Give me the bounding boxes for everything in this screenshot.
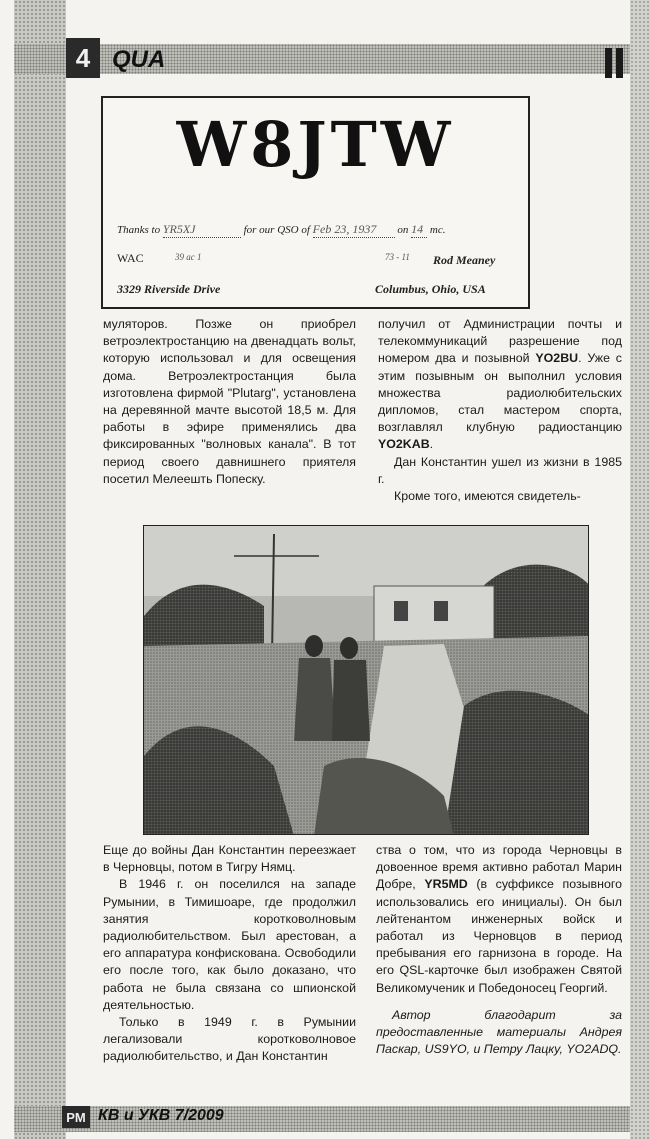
left-margin-rail xyxy=(14,0,66,1139)
photo-illustration xyxy=(144,526,589,835)
article-paragraph: В 1946 г. он поселился на западе Румынии, в Тимишоаре, где продолжил занятия коротковолновым радиолюбительством. Был арестован, а его аппаратура конфискована. Освободили его после того, как было доказано, что работа не была связана со шпионской деятельностью. xyxy=(103,877,356,1012)
acknowledgement-note: Автор благодарит за предоставленные материалы Андрея Паскар, US9YO, и Петру Лацку, YO2ADQ. xyxy=(376,1007,622,1057)
qsl-card-image xyxy=(101,96,530,309)
page-number: 4 xyxy=(66,38,100,78)
callsign-yo2kab: YO2KAB xyxy=(378,437,430,452)
article-paragraph: ства о том, что из города Черновцы в довоенное время активно работал Марин Добре, YR5MD (в суффиксе позывного использовались его инициалы). Он был лейтенантом инженерных войск и работал из Черновцов в период пребывания его гарнизона в городе. На его QSL-карточке был изображен Святой Великомученик и Победоносец Георгий. xyxy=(376,843,622,995)
qsl-callsign: W8JTW xyxy=(176,108,455,181)
qsl-wac-label: WAC xyxy=(117,251,144,265)
article-paragraph: Только в 1949 г. в Румынии легализовали коротковолновое радиолюбительство, и Дан Константин xyxy=(103,1015,356,1064)
article-column-4 xyxy=(376,842,622,1058)
qsl-operator-name: Rod Meaney xyxy=(433,253,496,267)
magazine-issue-title: КВ и УКВ 7/2009 xyxy=(98,1107,224,1124)
qsl-thanks-station: YR5XJ xyxy=(163,222,241,238)
qsl-city: Columbus, Ohio, USA xyxy=(375,282,486,296)
historical-photo xyxy=(143,525,589,835)
article-paragraph: получил от Администрации почты и телекоммуникаций разрешение под номером два и позывной YO2BU. Уже с этим позывным он выполнил условия множества радиолюбительских дипломов, стал мастером спорта, возглавлял клубную радиостанцию YO2KAB. xyxy=(378,317,622,452)
magazine-logo: PM xyxy=(62,1106,90,1128)
article-column-3 xyxy=(103,842,356,1066)
callsign-yo2bu: YO2BU xyxy=(535,351,579,366)
article-column-1 xyxy=(103,316,356,488)
qsl-band: 14 xyxy=(411,222,427,238)
header-bars-ornament xyxy=(605,48,627,83)
qsl-date: Feb 23, 1937 xyxy=(313,222,395,238)
qsl-on: on xyxy=(397,224,409,236)
right-margin-rail xyxy=(630,0,650,1139)
qsl-thanks-prefix: Thanks to xyxy=(117,224,161,236)
article-column-2 xyxy=(378,316,622,505)
article-paragraph: муляторов. Позже он приобрел ветроэлектростанцию на двенадцать вольт, которую использовал и для освещения дома. Ветроэлектростанция была изготовлена фирмой "Plutarg", установлена на деревянной мачте высотой 18,5 м. Для работы в эфире применялись два фиксированных "волновых канала". В тот период своего давнишнего приятеля посетил Мелеешть Попеску. xyxy=(103,317,356,486)
qsl-mc: mc. xyxy=(429,224,446,236)
header-band xyxy=(14,44,630,74)
qsl-wac-handwriting: 39 ac 1 xyxy=(175,252,202,262)
article-paragraph: Кроме того, имеются свидетель- xyxy=(394,489,581,504)
qsl-address: 3329 Riverside Drive xyxy=(117,282,221,296)
section-title: QUA xyxy=(112,46,166,73)
qsl-signature-handwriting: 73 - 11 xyxy=(385,252,410,262)
article-paragraph: Еще до войны Дан Константин переезжает в Черновцы, потом в Тигру Нямц. xyxy=(103,843,356,875)
article-paragraph: Дан Константин ушел из жизни в 1985 г. xyxy=(378,454,622,486)
qsl-for-qso: for our QSO of xyxy=(243,224,310,236)
callsign-yr5md: YR5MD xyxy=(424,877,468,892)
qsl-thanks-line xyxy=(117,222,517,238)
